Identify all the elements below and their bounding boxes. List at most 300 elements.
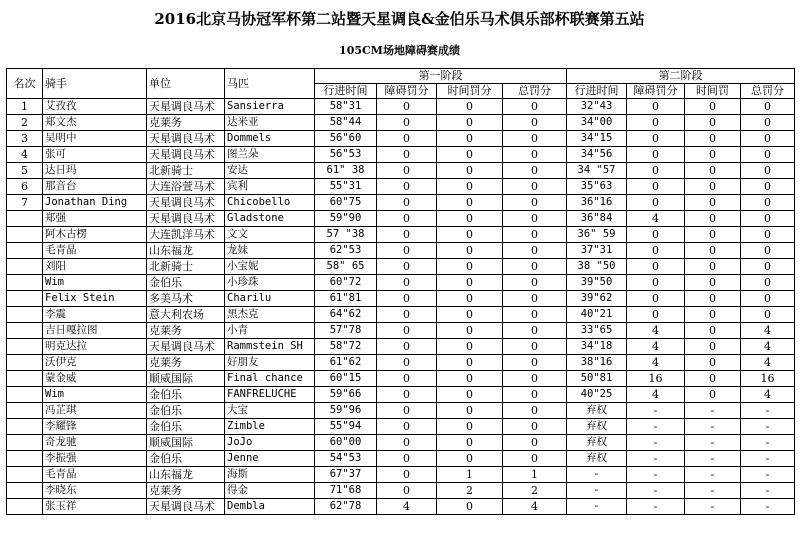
rank-cell [7,435,43,451]
p1-total-cell: 0 [503,291,567,307]
p1-total-cell: 0 [503,275,567,291]
unit-cell: 意大利农场 [147,307,225,323]
rank-cell [7,499,43,515]
p1-obstacle-cell: 0 [377,307,437,323]
p1-time-cell: 58"31 [315,99,377,115]
unit-cell: 金伯乐 [147,275,225,291]
rider-cell: 明克达拉 [43,339,147,355]
horse-cell: Rammstein SH [225,339,315,355]
p1-timepen-cell: 0 [437,291,503,307]
p2-total-cell: 0 [741,259,795,275]
horse-cell: 文文 [225,227,315,243]
p1-total-cell: 1 [503,467,567,483]
unit-cell: 克莱务 [147,115,225,131]
p1-timepen-cell: 0 [437,259,503,275]
p1-time-cell: 57"78 [315,323,377,339]
rank-cell: 3 [7,131,43,147]
p2-timepen-cell: 0 [685,275,741,291]
rider-cell: 李晓东 [43,483,147,499]
p2-time-cell: 40"21 [567,307,627,323]
p1-timepen-cell: 0 [437,147,503,163]
header-phase2: 第二阶段 [567,69,795,84]
horse-cell: 好朋友 [225,355,315,371]
p2-obstacle-cell: - [627,435,685,451]
table-row [7,291,795,307]
unit-cell: 大连凯洋马术 [147,227,225,243]
p1-obstacle-cell: 0 [377,163,437,179]
table-row [7,483,795,499]
rank-cell [7,307,43,323]
p1-obstacle-cell: 0 [377,115,437,131]
horse-cell: 小珍珠 [225,275,315,291]
unit-cell: 克莱务 [147,483,225,499]
p2-time-cell: - [567,499,627,515]
results-table [6,68,795,515]
p2-time-cell: 50"81 [567,371,627,387]
p2-total-cell: 0 [741,163,795,179]
rider-cell: Felix Stein [43,291,147,307]
p1-time-cell: 56"53 [315,147,377,163]
p2-total-cell: 0 [741,179,795,195]
p2-time-cell: 34"15 [567,131,627,147]
horse-cell: Chicobello [225,195,315,211]
p2-total-cell: 0 [741,227,795,243]
p1-obstacle-cell: 0 [377,195,437,211]
p1-obstacle-cell: 0 [377,339,437,355]
p2-total-cell: - [741,483,795,499]
rider-cell: 毛青晶 [43,467,147,483]
p2-obstacle-cell: 0 [627,243,685,259]
unit-cell: 金伯乐 [147,451,225,467]
horse-cell: Dommels [225,131,315,147]
p1-time-cell: 58" 65 [315,259,377,275]
p2-time-cell: 38 "50 [567,259,627,275]
p2-obstacle-cell: 0 [627,179,685,195]
p1-total-cell: 0 [503,435,567,451]
p2-timepen-cell: 0 [685,259,741,275]
p1-timepen-cell: 0 [437,371,503,387]
p1-obstacle-cell: 0 [377,403,437,419]
p2-total-cell: - [741,403,795,419]
p1-total-cell: 2 [503,483,567,499]
p1-timepen-cell: 2 [437,483,503,499]
rider-cell: 郑文杰 [43,115,147,131]
p1-obstacle-cell: 0 [377,371,437,387]
p1-obstacle-cell: 0 [377,259,437,275]
p1-time-cell: 54"53 [315,451,377,467]
p2-timepen-cell: 0 [685,99,741,115]
rider-cell: 郑强 [43,211,147,227]
unit-cell: 顺威国际 [147,435,225,451]
header-p1-time: 行进时间 [315,84,377,99]
p2-total-cell: - [741,419,795,435]
p1-timepen-cell: 0 [437,211,503,227]
unit-cell: 天星调良马术 [147,99,225,115]
p2-time-cell: 32"43 [567,99,627,115]
p1-timepen-cell: 0 [437,355,503,371]
p2-obstacle-cell: 16 [627,371,685,387]
p2-timepen-cell: 0 [685,339,741,355]
p1-timepen-cell: 0 [437,115,503,131]
p1-total-cell: 0 [503,307,567,323]
p2-total-cell: 0 [741,195,795,211]
p2-obstacle-cell: 0 [627,195,685,211]
rank-cell [7,259,43,275]
p1-total-cell: 0 [503,323,567,339]
p1-obstacle-cell: 0 [377,323,437,339]
p1-time-cell: 59"90 [315,211,377,227]
p1-timepen-cell: 0 [437,131,503,147]
p1-total-cell: 0 [503,243,567,259]
horse-cell: 宾利 [225,179,315,195]
unit-cell: 克莱务 [147,323,225,339]
p2-timepen-cell: - [685,483,741,499]
horse-cell: 安达 [225,163,315,179]
p2-timepen-cell: 0 [685,387,741,403]
rank-cell [7,483,43,499]
table-row [7,99,795,115]
p1-total-cell: 0 [503,99,567,115]
rider-cell: 李耀锋 [43,419,147,435]
p2-time-cell: 弃权 [567,419,627,435]
p1-obstacle-cell: 0 [377,179,437,195]
p1-obstacle-cell: 0 [377,147,437,163]
p2-timepen-cell: - [685,467,741,483]
p1-total-cell: 0 [503,147,567,163]
horse-cell: JoJo [225,435,315,451]
p2-time-cell: 37"31 [567,243,627,259]
p1-total-cell: 4 [503,499,567,515]
p2-time-cell: 36"84 [567,211,627,227]
unit-cell: 天星调良马术 [147,131,225,147]
p1-obstacle-cell: 0 [377,355,437,371]
horse-cell: 海斯 [225,467,315,483]
p2-timepen-cell: 0 [685,291,741,307]
p2-time-cell: 35"63 [567,179,627,195]
rank-cell [7,371,43,387]
table-row [7,115,795,131]
p2-total-cell: - [741,499,795,515]
unit-cell: 顺威国际 [147,371,225,387]
p1-total-cell: 0 [503,403,567,419]
p2-obstacle-cell: 0 [627,115,685,131]
table-row [7,323,795,339]
rank-cell: 6 [7,179,43,195]
p2-timepen-cell: 0 [685,211,741,227]
horse-cell: Zimble [225,419,315,435]
table-row [7,339,795,355]
horse-cell: Dembla [225,499,315,515]
horse-cell: 大宝 [225,403,315,419]
header-unit: 单位 [147,69,225,99]
header-rider: 骑手 [43,69,147,99]
p2-obstacle-cell: 0 [627,275,685,291]
p1-time-cell: 64"62 [315,307,377,323]
header-p1-total: 总罚分 [503,84,567,99]
p2-obstacle-cell: 4 [627,339,685,355]
table-body [7,99,795,515]
p2-obstacle-cell: - [627,403,685,419]
p2-timepen-cell: 0 [685,355,741,371]
p1-time-cell: 61" 38 [315,163,377,179]
header-p2-obstacle: 障碍罚分 [627,84,685,99]
horse-cell: 龙妹 [225,243,315,259]
p2-timepen-cell: 0 [685,323,741,339]
table-row [7,211,795,227]
rank-cell [7,355,43,371]
table-row [7,243,795,259]
p2-timepen-cell: 0 [685,147,741,163]
p1-time-cell: 56"60 [315,131,377,147]
rider-cell: 毛青晶 [43,243,147,259]
rank-cell [7,467,43,483]
p1-total-cell: 0 [503,163,567,179]
p2-obstacle-cell: 0 [627,259,685,275]
table-row [7,403,795,419]
unit-cell: 天星调良马术 [147,211,225,227]
unit-cell: 克莱务 [147,355,225,371]
rank-cell: 7 [7,195,43,211]
p1-total-cell: 0 [503,419,567,435]
p2-timepen-cell: - [685,403,741,419]
p1-obstacle-cell: 0 [377,483,437,499]
p2-obstacle-cell: 4 [627,355,685,371]
p2-obstacle-cell: 0 [627,163,685,179]
p2-obstacle-cell: - [627,483,685,499]
header-horse: 马匹 [225,69,315,99]
p2-timepen-cell: 0 [685,307,741,323]
p2-total-cell: 0 [741,147,795,163]
p2-time-cell: 39"50 [567,275,627,291]
table-row [7,275,795,291]
p2-total-cell: 4 [741,323,795,339]
p2-total-cell: 4 [741,355,795,371]
p2-time-cell: 36" 59 [567,227,627,243]
unit-cell: 北新骑士 [147,259,225,275]
p1-timepen-cell: 0 [437,387,503,403]
p1-time-cell: 59"96 [315,403,377,419]
unit-cell: 金伯乐 [147,419,225,435]
p2-obstacle-cell: - [627,467,685,483]
p1-total-cell: 0 [503,451,567,467]
p2-timepen-cell: 0 [685,243,741,259]
p2-time-cell: - [567,483,627,499]
p2-total-cell: - [741,451,795,467]
rider-cell: Wim [43,387,147,403]
p2-timepen-cell: - [685,419,741,435]
p1-obstacle-cell: 0 [377,419,437,435]
p2-total-cell: 16 [741,371,795,387]
p1-obstacle-cell: 0 [377,131,437,147]
p1-total-cell: 0 [503,355,567,371]
p1-time-cell: 55"94 [315,419,377,435]
rank-cell [7,227,43,243]
horse-cell: 达米亚 [225,115,315,131]
table-row [7,435,795,451]
p2-total-cell: 0 [741,291,795,307]
header-p2-total: 总罚分 [741,84,795,99]
rider-cell: 冯芷琪 [43,403,147,419]
horse-cell: 图兰朵 [225,147,315,163]
p1-time-cell: 60"15 [315,371,377,387]
p2-total-cell: 0 [741,115,795,131]
horse-cell: Jenne [225,451,315,467]
p2-time-cell: 34"00 [567,115,627,131]
p1-total-cell: 0 [503,115,567,131]
p1-timepen-cell: 0 [437,243,503,259]
p2-timepen-cell: 0 [685,131,741,147]
table-row [7,147,795,163]
p2-obstacle-cell: - [627,451,685,467]
rank-cell [7,387,43,403]
rank-cell [7,403,43,419]
rider-cell: 李震 [43,307,147,323]
p2-timepen-cell: 0 [685,115,741,131]
p1-total-cell: 0 [503,131,567,147]
rider-cell: 张玉祥 [43,499,147,515]
p2-obstacle-cell: 0 [627,291,685,307]
unit-cell: 金伯乐 [147,403,225,419]
p2-total-cell: 0 [741,275,795,291]
p1-timepen-cell: 0 [437,339,503,355]
unit-cell: 天星调良马术 [147,339,225,355]
p1-obstacle-cell: 4 [377,499,437,515]
p2-time-cell: 39"62 [567,291,627,307]
unit-cell: 北新骑士 [147,163,225,179]
p2-time-cell: 弃权 [567,435,627,451]
horse-cell: Final chance [225,371,315,387]
p1-timepen-cell: 0 [437,195,503,211]
p1-timepen-cell: 0 [437,307,503,323]
p1-total-cell: 0 [503,259,567,275]
rank-cell [7,419,43,435]
p1-timepen-cell: 0 [437,179,503,195]
table-header [7,69,795,99]
p2-timepen-cell: 0 [685,163,741,179]
p1-obstacle-cell: 0 [377,291,437,307]
p1-timepen-cell: 0 [437,163,503,179]
table-row [7,387,795,403]
p2-total-cell: 4 [741,387,795,403]
p1-obstacle-cell: 0 [377,243,437,259]
rank-cell [7,323,43,339]
p2-obstacle-cell: 0 [627,147,685,163]
p2-time-cell: 34"56 [567,147,627,163]
p1-total-cell: 0 [503,387,567,403]
rank-cell [7,275,43,291]
unit-cell: 多美马术 [147,291,225,307]
p2-timepen-cell: - [685,451,741,467]
p2-time-cell: 弃权 [567,451,627,467]
table-row [7,195,795,211]
rank-cell [7,339,43,355]
p1-time-cell: 67"37 [315,467,377,483]
rider-cell: 吴明中 [43,131,147,147]
p1-total-cell: 0 [503,211,567,227]
p2-total-cell: 0 [741,131,795,147]
horse-cell: FANFRELUCHE [225,387,315,403]
p1-timepen-cell: 0 [437,227,503,243]
rider-cell: Jonathan Ding [43,195,147,211]
p1-time-cell: 60"72 [315,275,377,291]
rider-cell: Wim [43,275,147,291]
table-row [7,179,795,195]
rider-cell: 奇龙驰 [43,435,147,451]
rider-cell: 张可 [43,147,147,163]
rank-cell [7,291,43,307]
p2-obstacle-cell: 4 [627,323,685,339]
horse-cell: 小宝妮 [225,259,315,275]
p1-time-cell: 62"78 [315,499,377,515]
rider-cell: 刘阳 [43,259,147,275]
p1-total-cell: 0 [503,371,567,387]
p1-timepen-cell: 0 [437,403,503,419]
p1-time-cell: 71"68 [315,483,377,499]
p1-timepen-cell: 1 [437,467,503,483]
horse-cell: 得金 [225,483,315,499]
rider-cell: 沃伊克 [43,355,147,371]
p2-obstacle-cell: 0 [627,307,685,323]
unit-cell: 山东福龙 [147,243,225,259]
p1-total-cell: 0 [503,179,567,195]
p2-obstacle-cell: 0 [627,227,685,243]
p1-timepen-cell: 0 [437,419,503,435]
p2-total-cell: 0 [741,99,795,115]
table-row [7,371,795,387]
p2-obstacle-cell: 0 [627,131,685,147]
p1-total-cell: 0 [503,339,567,355]
p2-total-cell: 4 [741,339,795,355]
p2-total-cell: - [741,435,795,451]
p1-time-cell: 58"72 [315,339,377,355]
unit-cell: 大连浴萱马术 [147,179,225,195]
table-row [7,227,795,243]
p2-obstacle-cell: 4 [627,387,685,403]
p2-time-cell: 33"65 [567,323,627,339]
rider-cell: 蒙金威 [43,371,147,387]
header-rank: 名次 [7,69,43,99]
p2-total-cell: 0 [741,211,795,227]
unit-cell: 天星调良马术 [147,195,225,211]
rank-cell [7,451,43,467]
p1-obstacle-cell: 0 [377,387,437,403]
p1-obstacle-cell: 0 [377,99,437,115]
p2-timepen-cell: 0 [685,195,741,211]
p2-time-cell: 36"16 [567,195,627,211]
p1-total-cell: 0 [503,195,567,211]
rider-cell: 吉日嘎拉图 [43,323,147,339]
unit-cell: 金伯乐 [147,387,225,403]
rider-cell: 达日玛 [43,163,147,179]
table-row [7,131,795,147]
p1-obstacle-cell: 0 [377,211,437,227]
p1-obstacle-cell: 0 [377,435,437,451]
p1-timepen-cell: 0 [437,499,503,515]
horse-cell: 小青 [225,323,315,339]
p1-time-cell: 60"75 [315,195,377,211]
rider-cell: 那音台 [43,179,147,195]
p1-time-cell: 62"53 [315,243,377,259]
p1-timepen-cell: 0 [437,435,503,451]
rank-cell [7,243,43,259]
p1-timepen-cell: 0 [437,323,503,339]
table-row [7,419,795,435]
p1-obstacle-cell: 0 [377,467,437,483]
header-p2-time: 行进时间 [567,84,627,99]
p2-time-cell: 40"25 [567,387,627,403]
p1-time-cell: 61"62 [315,355,377,371]
p1-timepen-cell: 0 [437,99,503,115]
